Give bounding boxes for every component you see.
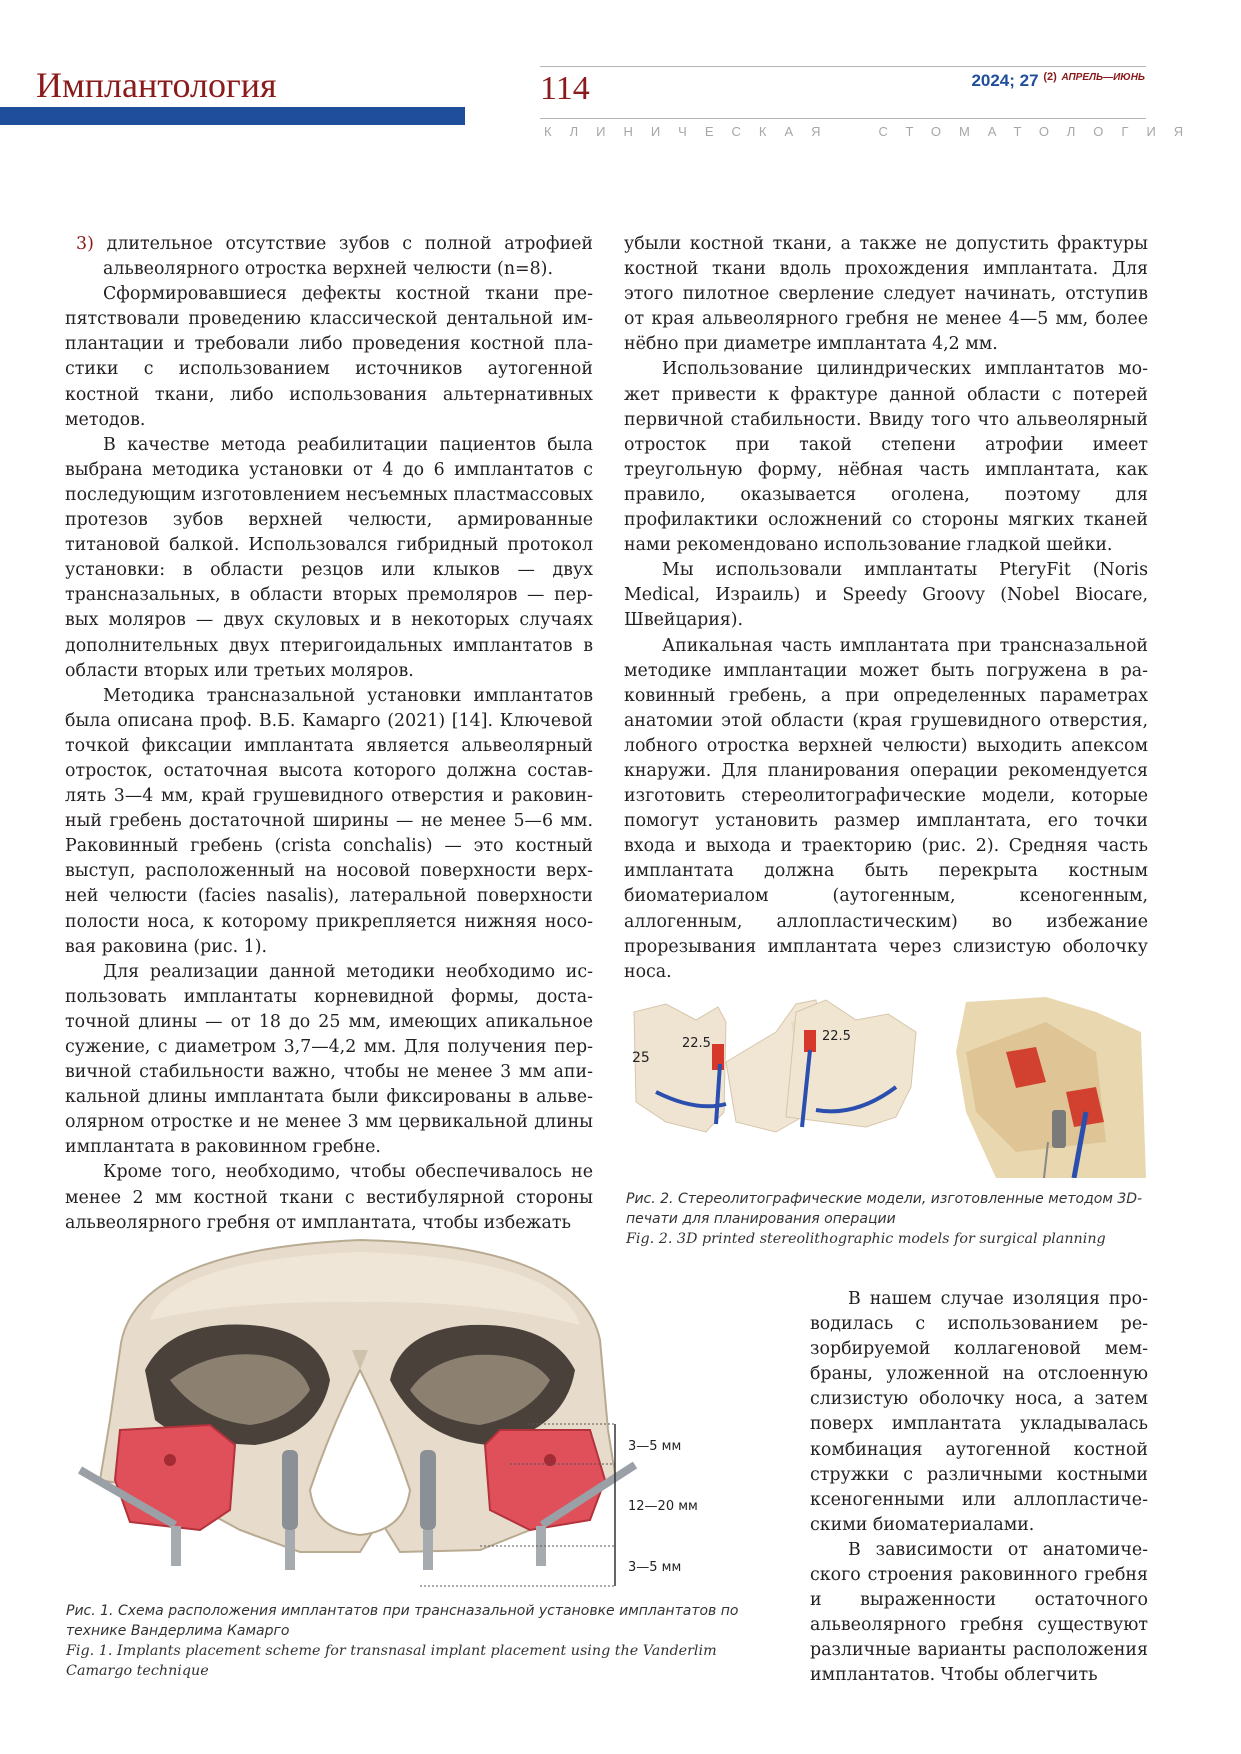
paragraph: Кроме того, необходимо, чтобы обеспечивалось не менее 2 мм костной ткани с вестибулярной стороны альвеолярного гребня от имплантата, чтобы избежать [65, 1162, 593, 1233]
figure-1-caption-ru: Рис. 1. Схема расположения имплантатов при трансназальной установке имплантатов по технике Вандерлима Камарго [66, 1603, 739, 1639]
figure-1-skull-implant-scheme [60, 1230, 726, 1594]
right-text-column-narrow [810, 1287, 1148, 1689]
paragraph: В нашем случае изоляция проводилась с использованием резорбируемой коллагеновой мембраны, уложенной на отслоенную слизистую оболочку носа, а затем поверх имплантата укладывалась комбинация аутогенной костной стружки с различными костными ксеногенными или аллопластическими биоматериалами. [810, 1289, 1148, 1535]
header-top-rule [540, 66, 1146, 67]
journal-word-1: КЛИНИЧЕСКАЯ [544, 124, 839, 139]
paragraph: В качестве метода реабилитации пациентов была выбрана методика установки от 4 до 6 имплантатов с последующим изготовлением несъемных пластмассовых протезов зубов верхней челюсти, армированные титановой балкой. Использовался гибридный протокол установки: в области резцов или клыков — двух трансназальных, в области вторых премоляров — первых моляров — двух скуловых и в некоторых случаях дополнительных двух птеригоидальных имплантатов в области вторых или третьих моляров. [65, 434, 593, 681]
figure-2-caption-en: Fig. 2. 3D printed stereolithographic models for surgical planning [626, 1231, 1106, 1247]
journal-word-2: СТОМАТОЛОГИЯ [878, 124, 1202, 139]
dim-label-middle: 12—20 мм [628, 1499, 698, 1514]
paragraph: Сформировавшиеся дефекты костной ткани препятствовали проведению классической дентальной имплантации и требовали либо проведения костной пластики с использованием источников аутогенной костной ткани, либо использования альтернативных методов. [65, 284, 593, 430]
issue-info [971, 71, 1145, 91]
figure-2-stereolithographic-models [626, 992, 1146, 1178]
list-item-text: длительное отсутствие зубов с полной атрофией альвеолярного отростка верхней челюсти (n=8). [103, 234, 593, 280]
journal-name [544, 124, 1202, 139]
dim-label-top: 3—5 мм [628, 1439, 682, 1454]
list-number: 3) [76, 234, 94, 254]
page-number: 114 [540, 70, 590, 107]
model-label-3: 22.5 [822, 1029, 851, 1044]
paragraph: В зависимости от анатомического строения раковинного гребня и выраженности остаточного альвеолярного гребня существуют различные варианты расположения имплантатов. Чтобы облегчить [810, 1539, 1148, 1686]
header-mid-rule [540, 118, 1146, 119]
paragraph: убыли костной ткани, а также не допустить фрактуры костной ткани вдоль прохождения имплантата. Для этого пилотное сверление следует начинать, отступив от края альвеолярного гребня не менее 4—5 мм, более нёбно при диаметре имплантата 4,2 мм. [624, 234, 1148, 355]
issue-months: АПРЕЛЬ—ИЮНЬ [1061, 72, 1145, 83]
figure-1-caption [66, 1601, 786, 1681]
right-text-column [624, 232, 1148, 985]
paragraph: Апикальная часть имплантата при трансназальной методике имплантации может быть погружена в раковинный гребень, а при определенных параметрах анатомии этой области (края грушевидного отверстия, лобного отростка верхней челюсти) выходить апексом кнаружи. Для планирования операции рекомендуется изготовить стереолитографические модели, которые помогут установить размер имплантата, его точки входа и выхода и траекторию (рис. 2). Средняя часть имплантата должна быть перекрыта костным биоматериалом (аутогенным, ксеногенным, аллогенным, аллопластическим) во избежание прорезывания имплантата через слизистую оболочку носа. [624, 635, 1148, 982]
paragraph: Методика трансназальной установки имплантатов была описана проф. В.Б. Камарго (2021) [14]. Ключевой точкой фиксации имплантата является альвеолярный отросток, остаточная высота которого должна составлять 3—4 мм, край грушевидного отверстия и раковинный гребень достаточной ширины — не менее 5—6 мм. Раковинный гребень (crista conchalis) — это костный выступ, расположенный на носовой поверхности верхней челюсти (facies nasalis), латеральной поверхности полости носа, к которому прикрепляется нижняя носовая раковина (рис. 1). [65, 685, 593, 957]
left-text-column [65, 232, 593, 1236]
section-color-bar [0, 107, 465, 125]
issue-year: 2024; [971, 71, 1015, 90]
model-label-1: 25 [632, 1050, 650, 1066]
paragraph: Для реализации данной методики необходимо использовать имплантаты корневидной формы, достаточной длины — от 18 до 25 мм, имеющих апикальное сужение, с диаметром 3,7—4,2 мм. Для получения первичной стабильности важно, чтобы не менее 3 мм апикальной длины имплантата были фиксированы в альвеолярном отростке и не менее 3 мм цервикальной длины имплантата в раковинном гребне. [65, 961, 593, 1158]
paragraph: Использование цилиндрических имплантатов может привести к фрактуре данной области с потерей первичной стабильности. Ввиду того что альвеолярный отросток при такой степени атрофии имеет треугольную форму, нёбная часть имплантата, как правило, оказывается оголена, поэтому для профилактики осложнений со стороны мягких тканей нами рекомендовано использование гладкой шейки. [624, 359, 1148, 556]
issue-volume: 27 [1019, 71, 1039, 90]
model-label-2: 22.5 [682, 1036, 711, 1051]
figure-2-caption-ru: Рис. 2. Стереолитографические модели, изготовленные методом 3D-печати для планирования операции [626, 1191, 1143, 1227]
list-item-3 [65, 232, 593, 282]
paragraph: Мы использовали имплантаты PteryFit (Noris Medical, Израиль) и Speedy Groovy (Nobel Biocare, Швейцария). [624, 560, 1148, 631]
section-title: Имплантология [36, 65, 277, 105]
issue-number: (2) [1043, 71, 1057, 83]
figure-1-caption-en: Fig. 1. Implants placement scheme for transnasal implant placement using the Vanderlim Camargo technique [66, 1643, 717, 1679]
dim-label-bottom: 3—5 мм [628, 1560, 682, 1575]
